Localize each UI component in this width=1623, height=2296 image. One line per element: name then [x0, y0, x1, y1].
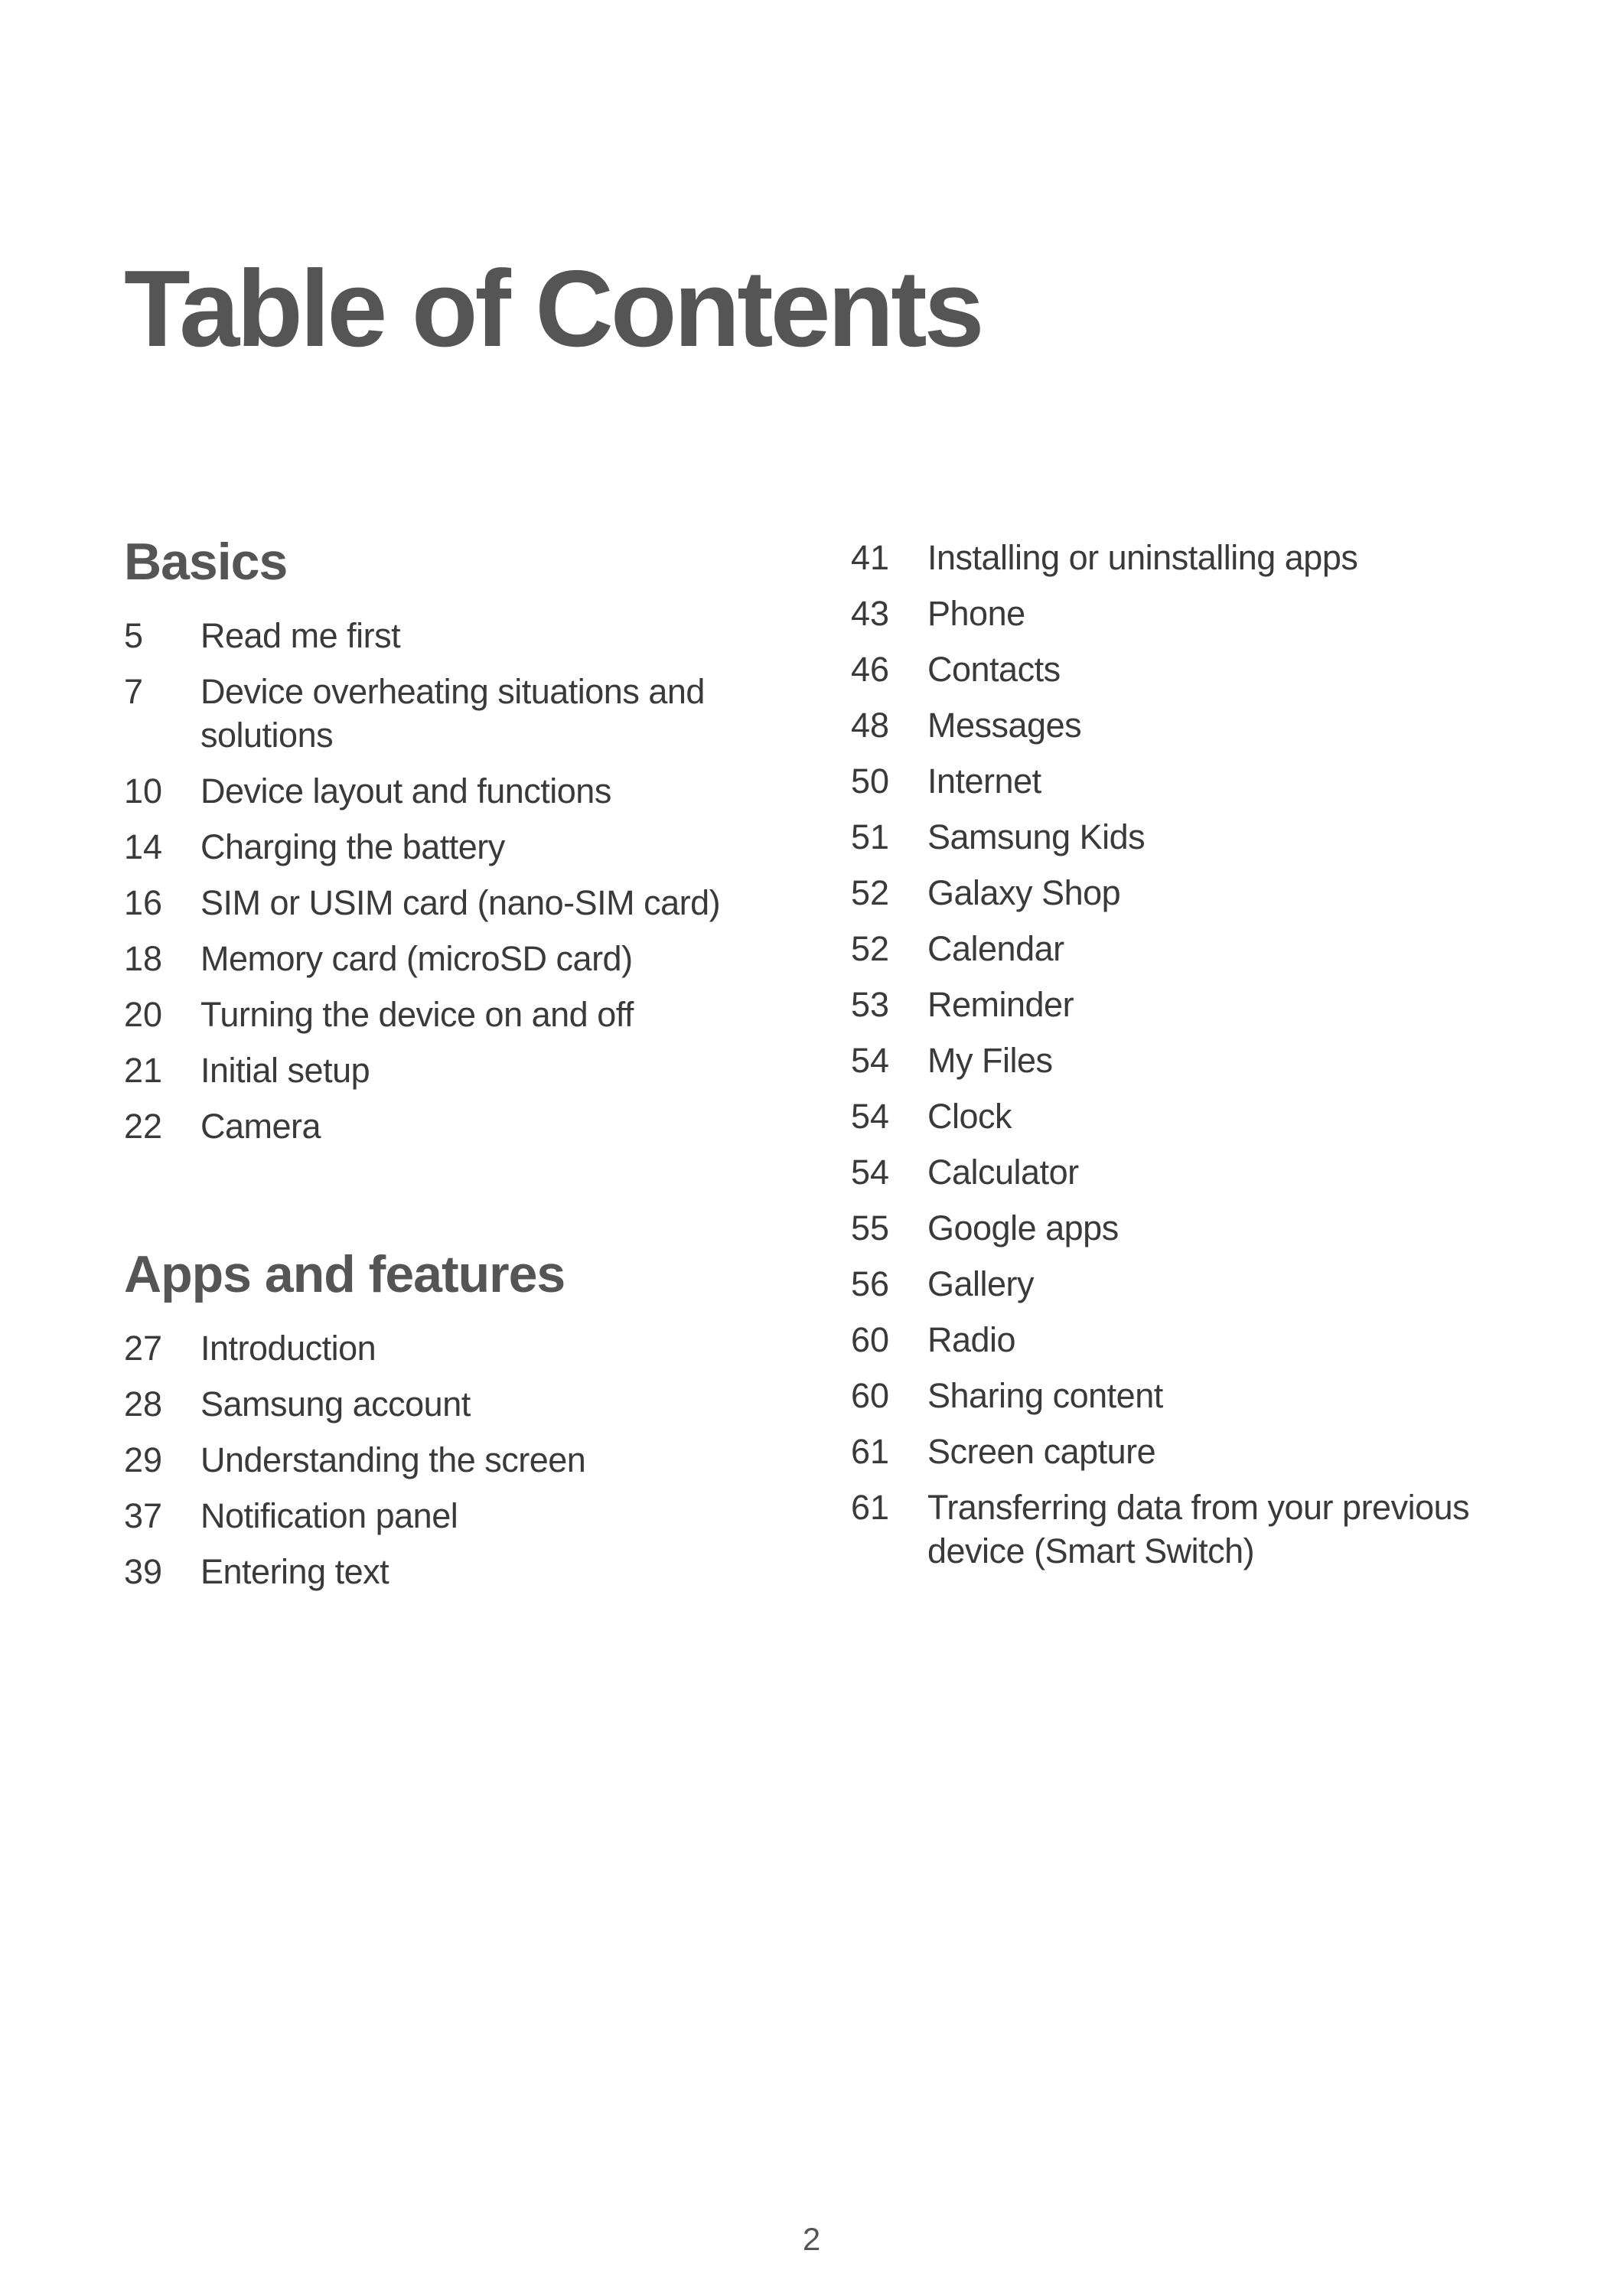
toc-list-apps-and-features [124, 1326, 782, 1593]
toc-entry-page-number: 54 [851, 1153, 890, 1192]
toc-entry-page-number: 61 [851, 1432, 890, 1471]
toc-entry-title: Installing or uninstalling apps [927, 538, 1358, 577]
toc-entry-title: Contacts [927, 650, 1061, 689]
toc-entry[interactable] [124, 993, 782, 1036]
toc-entry-title: Calendar [927, 929, 1064, 968]
toc-entry-page-number: 54 [851, 1041, 890, 1080]
toc-entry-title: Transferring data from your previous device (Smart Switch) [927, 1488, 1470, 1570]
toc-entry-page-number: 16 [124, 883, 163, 922]
toc-entry[interactable] [124, 825, 782, 869]
toc-entry-title: Phone [927, 594, 1025, 633]
toc-entry[interactable] [851, 1094, 1540, 1138]
toc-entry[interactable] [851, 871, 1540, 915]
toc-entry-title: Calculator [927, 1153, 1079, 1192]
toc-entry[interactable] [851, 1374, 1540, 1417]
toc-entry-page-number: 22 [124, 1107, 163, 1146]
toc-entry-title: Camera [200, 1107, 321, 1146]
toc-entry-page-number: 37 [124, 1496, 163, 1535]
toc-entry-title: Gallery [927, 1264, 1035, 1303]
toc-entry-title: Charging the battery [200, 827, 505, 866]
toc-entry[interactable] [124, 1104, 782, 1148]
toc-entry-page-number: 54 [851, 1097, 890, 1136]
toc-entry-page-number: 18 [124, 939, 163, 978]
page-number: 2 [802, 2221, 821, 2257]
toc-entry-page-number: 14 [124, 827, 163, 866]
toc-entry-title: Clock [927, 1097, 1012, 1136]
toc-entry-title: Understanding the screen [200, 1440, 586, 1479]
toc-entry-title: Turning the device on and off [200, 995, 634, 1034]
toc-entry[interactable] [851, 536, 1540, 579]
toc-entry[interactable] [124, 1494, 782, 1538]
toc-entry-page-number: 60 [851, 1376, 890, 1415]
toc-entry-title: Entering text [200, 1552, 389, 1591]
toc-entry[interactable] [124, 670, 782, 757]
toc-entry-title: Google apps [927, 1208, 1119, 1247]
toc-entry-title: Memory card (microSD card) [200, 939, 633, 978]
toc-entry-page-number: 27 [124, 1329, 163, 1368]
toc-entry-page-number: 52 [851, 929, 890, 968]
toc-entry-page-number: 55 [851, 1208, 890, 1247]
toc-entry-page-number: 48 [851, 706, 890, 745]
section-heading-apps-and-features: Apps and features [124, 1245, 565, 1303]
toc-entry[interactable] [851, 759, 1540, 803]
toc-entry-page-number: 21 [124, 1051, 163, 1090]
toc-entry-page-number: 29 [124, 1440, 163, 1479]
toc-entry[interactable] [124, 1438, 782, 1482]
toc-entry[interactable] [851, 1318, 1540, 1362]
toc-entry-page-number: 56 [851, 1264, 890, 1303]
toc-entry-title: Reminder [927, 985, 1074, 1024]
toc-list-continued [851, 536, 1540, 1573]
toc-entry-page-number: 60 [851, 1320, 890, 1359]
toc-entry[interactable] [851, 1150, 1540, 1194]
toc-entry-page-number: 39 [124, 1552, 163, 1591]
toc-entry-page-number: 41 [851, 538, 890, 577]
toc-entry[interactable] [851, 647, 1540, 691]
toc-entry[interactable] [124, 881, 782, 925]
toc-entry-page-number: 43 [851, 594, 890, 633]
toc-entry-title: Initial setup [200, 1051, 370, 1090]
toc-entry-page-number: 46 [851, 650, 890, 689]
toc-entry[interactable] [124, 937, 782, 980]
toc-entry[interactable] [124, 769, 782, 813]
toc-list-basics [124, 614, 782, 1148]
toc-entry[interactable] [124, 1382, 782, 1426]
toc-entry[interactable] [124, 614, 782, 657]
toc-entry-title: Read me first [200, 616, 401, 655]
toc-entry-title: Samsung account [200, 1384, 471, 1424]
toc-entry[interactable] [851, 815, 1540, 859]
toc-entry-title: Screen capture [927, 1432, 1156, 1471]
toc-entry-page-number: 5 [124, 616, 144, 655]
toc-entry[interactable] [124, 1049, 782, 1092]
toc-entry-title: Radio [927, 1320, 1016, 1359]
toc-entry-title: Galaxy Shop [927, 873, 1121, 912]
toc-entry-title: Notification panel [200, 1496, 458, 1535]
toc-entry-page-number: 51 [851, 817, 890, 856]
toc-entry-page-number: 10 [124, 771, 163, 810]
toc-entry[interactable] [851, 927, 1540, 970]
page-title: Table of Contents [124, 248, 982, 370]
toc-entry-title: Device layout and functions [200, 771, 611, 810]
toc-entry[interactable] [851, 1430, 1540, 1473]
toc-entry[interactable] [124, 1326, 782, 1370]
toc-entry-page-number: 50 [851, 762, 890, 801]
toc-entry-title: Internet [927, 762, 1041, 801]
toc-entry-title: Introduction [200, 1329, 376, 1368]
toc-entry-page-number: 20 [124, 995, 163, 1034]
toc-entry[interactable] [851, 1206, 1540, 1250]
toc-entry-page-number: 52 [851, 873, 890, 912]
toc-entry[interactable] [124, 1550, 782, 1593]
toc-entry-page-number: 53 [851, 985, 890, 1024]
toc-left-column [124, 533, 782, 1606]
toc-entry-title: Messages [927, 706, 1082, 745]
toc-entry-title: Sharing content [927, 1376, 1163, 1415]
toc-right-column [851, 536, 1540, 1585]
toc-entry-page-number: 28 [124, 1384, 163, 1424]
section-heading-basics: Basics [124, 533, 288, 591]
toc-entry-page-number: 7 [124, 672, 144, 711]
toc-entry[interactable] [851, 983, 1540, 1026]
toc-entry-title: SIM or USIM card (nano-SIM card) [200, 883, 721, 922]
toc-entry[interactable] [851, 1039, 1540, 1082]
toc-entry-title: Samsung Kids [927, 817, 1146, 856]
toc-entry[interactable] [851, 703, 1540, 747]
toc-entry-title: My Files [927, 1041, 1053, 1080]
toc-entry[interactable] [851, 592, 1540, 635]
toc-entry[interactable] [851, 1262, 1540, 1306]
toc-entry[interactable] [851, 1486, 1540, 1573]
toc-entry-page-number: 61 [851, 1488, 890, 1527]
toc-entry-title: Device overheating situations and solutions [200, 672, 705, 755]
